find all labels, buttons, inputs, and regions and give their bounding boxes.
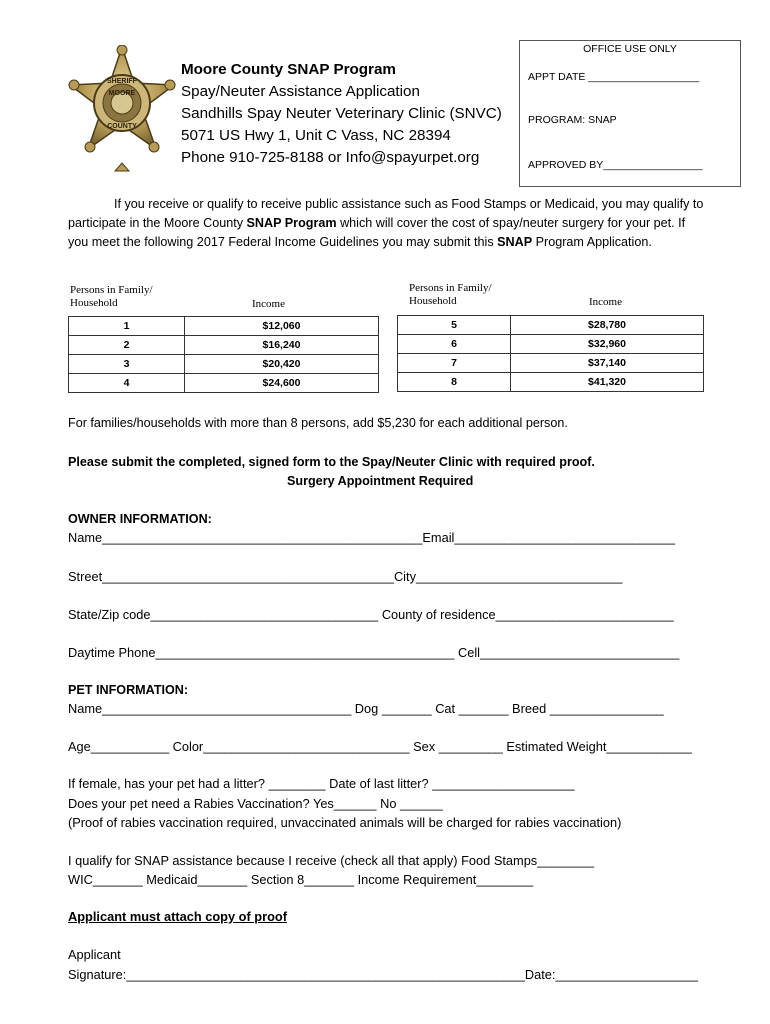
income-row	[69, 355, 379, 374]
intro-text-3: Program Application.	[532, 235, 652, 249]
signature-label: Applicant	[68, 947, 121, 962]
additional-person-note: For families/households with more than 8 persons, add $5,230 for each additional person.	[68, 416, 568, 430]
clinic-contact: Phone 910-725-8188 or Info@spayurpet.org	[181, 149, 480, 166]
owner-name-email-field[interactable]: Name_____________________________________________Email_______________________________	[68, 530, 676, 545]
approved-by-field: APPROVED BY_________________	[528, 159, 703, 171]
program-title: Moore County SNAP Program	[181, 61, 396, 78]
badge-middle-text: MOORE	[108, 90, 136, 97]
right-table-income-header: Income	[589, 296, 622, 308]
badge-bottom-text: COUNTY	[107, 123, 137, 130]
income-cell: $41,320	[511, 373, 704, 392]
header-line: Household	[70, 297, 118, 309]
submit-note: Please submit the completed, signed form to the Spay/Neuter Clinic with required proof.	[68, 455, 595, 469]
persons-cell: 7	[398, 354, 511, 373]
intro-bold-1: SNAP Program	[246, 216, 337, 230]
owner-heading: OWNER INFORMATION:	[68, 512, 212, 526]
header-line: Persons in Family/	[409, 282, 492, 294]
income-row	[69, 374, 379, 393]
office-use-title: OFFICE USE ONLY	[583, 43, 677, 55]
income-row	[69, 336, 379, 355]
income-row	[398, 335, 704, 354]
right-table-persons-header	[409, 282, 492, 308]
income-cell: $28,780	[511, 316, 704, 335]
intro-paragraph	[68, 195, 708, 252]
income-row	[398, 373, 704, 392]
pet-age-weight-field[interactable]: Age___________ Color_____________________________ Sex _________ Estimated Weight____________	[68, 739, 692, 754]
left-income-table	[68, 316, 379, 393]
income-cell: $20,420	[185, 355, 379, 374]
clinic-address: 5071 US Hwy 1, Unit C Vass, NC 28394	[181, 127, 451, 144]
left-table-income-header: Income	[252, 298, 285, 310]
persons-cell: 6	[398, 335, 511, 354]
clinic-name: Sandhills Spay Neuter Veterinary Clinic (SNVC)	[181, 105, 502, 122]
program-field: PROGRAM: SNAP	[528, 114, 617, 126]
qualify-line-1[interactable]: I qualify for SNAP assistance because I receive (check all that apply) Food Stamps________	[68, 853, 595, 868]
pet-rabies-field[interactable]: Does your pet need a Rabies Vaccination? Yes______ No ______	[68, 796, 443, 811]
persons-cell: 4	[69, 374, 185, 393]
income-row	[69, 317, 379, 336]
appt-date-field: APPT DATE ___________________	[528, 71, 700, 83]
right-income-table	[397, 315, 704, 392]
pet-litter-field[interactable]: If female, has your pet had a litter? ________ Date of last litter? ____________________	[68, 776, 575, 791]
office-use-box	[519, 40, 741, 187]
pet-heading: PET INFORMATION:	[68, 683, 189, 697]
income-row	[398, 354, 704, 373]
appointment-note: Surgery Appointment Required	[287, 474, 474, 488]
persons-cell: 5	[398, 316, 511, 335]
persons-cell: 2	[69, 336, 185, 355]
badge-top-text: SHERIFF	[107, 78, 137, 85]
intro-text-1: If you receive or qualify to receive public assistance such as Food Stamps or Medicaid, you may qualify to participate in the Moore County	[68, 197, 704, 230]
persons-cell: 1	[69, 317, 185, 336]
income-cell: $37,140	[511, 354, 704, 373]
income-cell: $12,060	[185, 317, 379, 336]
owner-street-city-field[interactable]: Street_________________________________________City_____________________________	[68, 569, 623, 584]
application-name: Spay/Neuter Assistance Application	[181, 83, 420, 100]
header-line: Persons in Family/	[70, 284, 153, 296]
income-row	[398, 316, 704, 335]
signature-date-field[interactable]: Signature:________________________________________________________Date:____________________	[68, 967, 698, 982]
left-table-persons-header	[70, 284, 153, 310]
intro-text-2: which will cover the cost of spay/neuter surgery for your pet. If you meet the following 2017 Federal Income Guidelines you may submit this	[68, 216, 686, 249]
rabies-note: (Proof of rabies vaccination required, unvaccinated animals will be charged for rabies vaccination)	[68, 815, 622, 830]
persons-cell: 3	[69, 355, 185, 374]
owner-phone-cell-field[interactable]: Daytime Phone__________________________________________ Cell____________________________	[68, 645, 680, 660]
header-line: Household	[409, 295, 457, 307]
income-cell: $24,600	[185, 374, 379, 393]
income-cell: $16,240	[185, 336, 379, 355]
income-cell: $32,960	[511, 335, 704, 354]
persons-cell: 8	[398, 373, 511, 392]
proof-heading: Applicant must attach copy of proof	[68, 909, 287, 924]
pet-name-breed-field[interactable]: Name___________________________________ Dog _______ Cat _______ Breed ________________	[68, 701, 664, 716]
header-block	[181, 59, 502, 169]
sheriff-badge-logo	[66, 45, 178, 175]
owner-state-county-field[interactable]: State/Zip code________________________________ County of residence_________________________	[68, 607, 674, 622]
qualify-line-2[interactable]: WIC_______ Medicaid_______ Section 8_______ Income Requirement________	[68, 872, 534, 887]
intro-bold-2: SNAP	[497, 235, 533, 249]
